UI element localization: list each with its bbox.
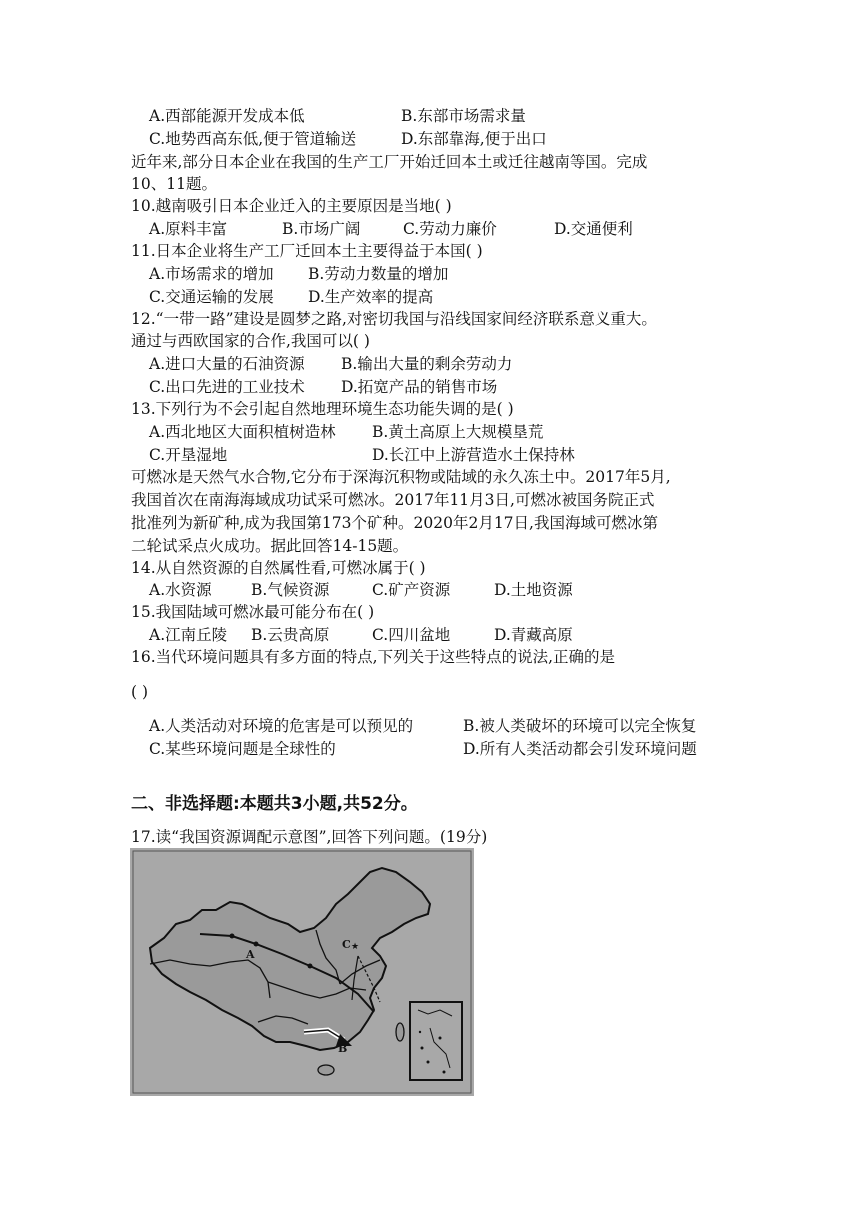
q16-bracket: ( )	[131, 683, 149, 701]
q9-option-b: B.东部市场需求量	[401, 107, 526, 125]
q12-stem-line2: 通过与西欧国家的合作,我国可以( )	[131, 332, 370, 350]
q11-stem: 11.日本企业将生产工厂迁回本土主要得益于本国( )	[131, 242, 483, 260]
map-label-b: B	[338, 1042, 348, 1055]
q14-option-b: B.气候资源	[251, 581, 330, 599]
passage2-line3: 批准列为新矿种,成为我国第173个矿种。2020年2月17日,我国海域可燃冰第	[131, 514, 658, 532]
q15-option-c: C.四川盆地	[372, 626, 451, 644]
q10-option-d: D.交通便利	[554, 220, 633, 238]
star-icon: ★	[351, 942, 360, 952]
q11-option-b: B.劳动力数量的增加	[308, 265, 449, 283]
q11-option-d: D.生产效率的提高	[308, 288, 434, 306]
q12-option-d: D.拓宽产品的销售市场	[341, 378, 498, 396]
passage1-line2: 10、11题。	[131, 175, 217, 193]
passage1-line1: 近年来,部分日本企业在我国的生产工厂开始迁回本土或迁往越南等国。完成	[131, 153, 648, 171]
q14-option-a: A.水资源	[149, 581, 212, 599]
q14-option-d: D.土地资源	[494, 581, 573, 599]
passage2-line2: 我国首次在南海海域成功试采可燃冰。2017年11月3日,可燃冰被国务院正式	[131, 491, 655, 509]
q9-option-d: D.东部靠海,便于出口	[401, 130, 547, 148]
q16-option-a: A.人类活动对环境的危害是可以预见的	[149, 717, 414, 735]
q11-option-c: C.交通运输的发展	[149, 288, 274, 306]
q13-option-b: B.黄土高原上大规模垦荒	[372, 423, 544, 441]
q15-option-a: A.江南丘陵	[149, 626, 228, 644]
q16-option-c: C.某些环境问题是全球性的	[149, 740, 336, 758]
q16-option-d: D.所有人类活动都会引发环境问题	[463, 740, 697, 758]
q15-stem: 15.我国陆域可燃冰最可能分布在( )	[131, 603, 375, 621]
q13-option-d: D.长江中上游营造水土保持林	[372, 446, 575, 464]
q11-option-a: A.市场需求的增加	[149, 265, 274, 283]
section-heading: 二、非选择题:本题共3小题,共52分。	[131, 794, 418, 814]
q13-option-c: C.开垦湿地	[149, 446, 228, 464]
q12-option-a: A.进口大量的石油资源	[149, 355, 305, 373]
q16-stem: 16.当代环境问题具有多方面的特点,下列关于这些特点的说法,正确的是	[131, 648, 616, 666]
q13-stem: 13.下列行为不会引起自然地理环境生态功能失调的是( )	[131, 400, 514, 418]
q14-option-c: C.矿产资源	[372, 581, 451, 599]
q10-option-a: A.原料丰富	[149, 220, 228, 238]
q14-stem: 14.从自然资源的自然属性看,可燃冰属于( )	[131, 559, 426, 577]
passage2-line1: 可燃冰是天然气水合物,它分布于深海沉积物或陆域的永久冻土中。2017年5月,	[131, 468, 671, 486]
q13-option-a: A.西北地区大面积植树造林	[149, 423, 336, 441]
q15-option-d: D.青藏高原	[494, 626, 573, 644]
q16-option-b: B.被人类破坏的环境可以完全恢复	[463, 717, 697, 735]
q9-option-a: A.西部能源开发成本低	[149, 107, 305, 125]
q12-option-c: C.出口先进的工业技术	[149, 378, 305, 396]
q10-option-c: C.劳动力廉价	[403, 220, 497, 238]
q10-stem: 10.越南吸引日本企业迁入的主要原因是当地( )	[131, 197, 452, 215]
passage2-line4: 二轮试采点火成功。据此回答14-15题。	[131, 537, 409, 555]
q17-stem: 17.读“我国资源调配示意图”,回答下列问题。(19分)	[131, 828, 488, 846]
q10-option-b: B.市场广阔	[282, 220, 361, 238]
q12-stem-line1: 12.“一带一路”建设是圆梦之路,对密切我国与沿线国家间经济联系意义重大。	[131, 310, 657, 328]
q9-option-c: C.地势西高东低,便于管道输送	[149, 130, 357, 148]
resource-allocation-map	[130, 848, 474, 1096]
q15-option-b: B.云贵高原	[251, 626, 330, 644]
map-label-c: C	[342, 938, 351, 951]
q12-option-b: B.输出大量的剩余劳动力	[341, 355, 513, 373]
map-label-a: A	[246, 948, 255, 961]
